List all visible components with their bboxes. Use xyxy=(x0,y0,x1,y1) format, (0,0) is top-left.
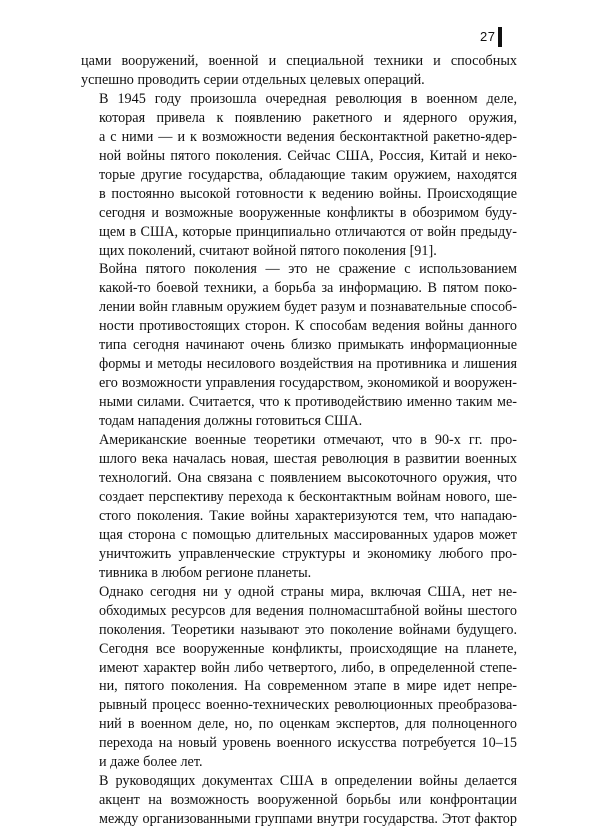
text-line: его возможности управления государством, экономикой и вооружен- xyxy=(99,375,517,392)
text-line: ни, пятого поколения. На современном этапе в мире идет непре- xyxy=(99,678,517,695)
text-line: щем в США, которые принципиально отличаются от войн предыду- xyxy=(99,223,517,240)
text-line: В 1945 году произошла очередная революция в военном деле, xyxy=(99,90,517,107)
text-line: ными силами. Считается, что к противодействию именно таким ме- xyxy=(99,394,517,411)
text-line: обходимых ресурсов для ведения полномасштабной войны шестого xyxy=(99,602,517,619)
text-line: формы и методы несилового воздействия на противника и лишения xyxy=(99,356,517,373)
text-line: перехода на новый уровень военного искусства потребуется 10–15 xyxy=(99,735,517,752)
text-line: Война пятого поколения — это не сражение с использованием xyxy=(99,261,517,278)
text-line: шлого века началась новая, шестая революция в развитии военных xyxy=(99,451,517,468)
text-line: между организованными группами внутри государства. Этот фактор xyxy=(99,811,517,828)
text-line: Американские военные теоретики отмечают, что в 90-х гг. про- xyxy=(99,432,517,449)
page-number: 27 xyxy=(480,29,496,44)
text-line: имеют характер войн либо четвертого, либо, в определенной степе- xyxy=(99,659,517,676)
text-line: технологий. Она связана с появлением высокоточного оружия, что xyxy=(99,469,517,486)
paragraph xyxy=(81,260,517,431)
paragraph xyxy=(81,431,517,583)
text-line: щих поколений, считают войной пятого поколения [91]. xyxy=(99,242,437,259)
text-line: ности противостоящих сторон. К способам ведения войны данного xyxy=(99,318,517,335)
text-line: какой-то боевой техники, а борьба за информацию. В пятом поко- xyxy=(99,280,517,297)
text-line: создает перспективу перехода к бесконтактным войнам нового, ше- xyxy=(99,488,517,505)
body-text xyxy=(81,52,517,829)
text-line: щая сторона с помощью длительных массированных ударов может xyxy=(99,526,517,543)
text-line: а с ними — и к возможности ведения бесконтактной ракетно-ядер- xyxy=(99,128,517,145)
text-line: тивника в любом регионе планеты. xyxy=(99,564,312,581)
text-line: уничтожить управленческие структуры и экономику любого про- xyxy=(99,545,517,562)
text-line: сегодня и возможные вооруженные конфликты в обозримом буду- xyxy=(99,204,517,221)
text-line: В руководящих документах США в определении войны делается xyxy=(99,773,517,790)
text-line: ний в военном деле, но, по оценкам экспертов, для полноценного xyxy=(99,716,517,733)
text-line: Однако сегодня ни у одной страны мира, включая США, нет не- xyxy=(99,583,517,600)
text-line: тодам нападения должны готовиться США. xyxy=(99,413,363,430)
paragraph xyxy=(81,52,517,90)
text-line: лении войн главным оружием будет разум и познавательные способ- xyxy=(99,299,517,316)
paragraph xyxy=(81,772,517,829)
text-line: торые другие государства, обладающие таким оружием, находятся xyxy=(99,166,517,183)
text-line: стого поколения. Такие войны характеризуются тем, что нападаю- xyxy=(99,507,517,524)
text-line: рывный процесс военно-технических революционных преобразова- xyxy=(99,697,517,714)
text-line: Сегодня все вооруженные конфликты, происходящие на планете, xyxy=(99,640,517,657)
text-line: цами вооружений, военной и специальной техники и способных xyxy=(81,53,517,69)
text-line: и даже более лет. xyxy=(99,754,203,771)
text-line: типа сегодня начинают очень близко примыкать информационные xyxy=(99,337,517,354)
paragraph xyxy=(81,90,517,261)
text-line: поколения. Теоретики называют это поколение войнами будущего. xyxy=(99,621,517,638)
text-line: успешно проводить серии отдельных целевых операций. xyxy=(81,71,425,88)
page-number-marker xyxy=(498,27,502,47)
text-line: ной войны пятого поколения. Сейчас США, Россия, Китай и неко- xyxy=(99,147,517,164)
text-line: которая привела к появлению ракетного и ядерного оружия, xyxy=(99,109,517,126)
paragraph xyxy=(81,583,517,773)
text-line: в постоянно высокой готовности к ведению войны. Происходящие xyxy=(99,185,517,202)
text-line: акцент на возможность вооруженной борьбы или конфронтации xyxy=(99,792,517,809)
